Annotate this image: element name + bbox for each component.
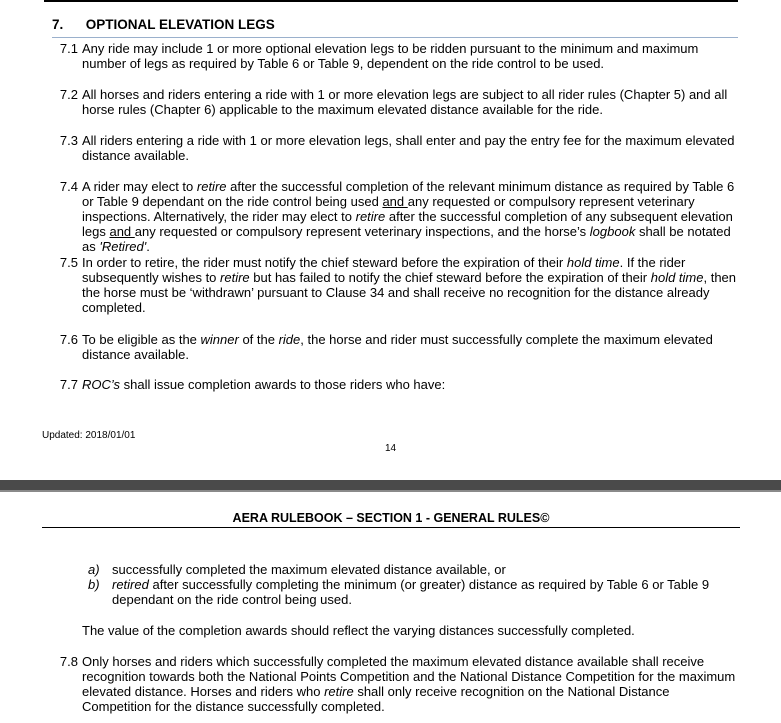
clause-number: 7.7 — [59, 377, 78, 392]
clause-number: 7.2 — [59, 87, 78, 102]
clause-7-7 — [42, 377, 742, 392]
document-page-15 — [0, 492, 781, 723]
section-title: OPTIONAL ELEVATION LEGS — [85, 17, 275, 32]
page-separator — [0, 480, 781, 492]
clause-text: A rider may elect to retire after the successful completion of the relevant minimum distance as required by Table 6 or Table 9 dependant on the ride control being used and any requested or compulsory represent veterinary inspections. Alternatively, the rider may elect to retire after the successful completion of any subsequent elevation legs and any requested or compulsory represent veterinary inspections, and the horse’s logbook shall be notated as 'Retired'. — [82, 179, 735, 254]
list-item-b — [88, 577, 738, 607]
list-label: b) — [88, 577, 100, 592]
clause-7-3 — [42, 133, 742, 163]
clause-7-5 — [42, 255, 742, 315]
top-rule — [44, 0, 738, 2]
clause-text: ROC’s shall issue completion awards to those riders who have: — [82, 377, 446, 392]
list-text: retired after successfully completing the minimum (or greater) distance as required by Table 6 or Table 9 dependant on the ride control being used. — [112, 577, 710, 607]
clause-text: To be eligible as the winner of the ride, the horse and rider must successfully complete the maximum elevated distance available. — [82, 332, 713, 362]
completion-awards-note: The value of the completion awards should reflect the varying distances successfully completed. — [82, 623, 635, 638]
page-number: 14 — [384, 443, 397, 454]
clause-text: Any ride may include 1 or more optional elevation legs to be ridden pursuant to the minimum and maximum number of legs as required by Table 6 or Table 9, dependent on the ride control to be used. — [82, 41, 699, 71]
clause-text: In order to retire, the rider must notify the chief steward before the expiration of their hold time. If the rider subsequently wishes to retire but has failed to notify the chief steward before the expiration of their hold time, then the horse must be ‘withdrawn’ pursuant to Clause 34 and shall receive no recognition for the distance already completed. — [82, 255, 737, 315]
clause-7-1 — [42, 41, 742, 71]
clause-text: All riders entering a ride with 1 or more elevation legs, shall enter and pay the entry fee for the maximum elevated distance available. — [82, 133, 735, 163]
clause-number: 7.3 — [59, 133, 78, 148]
clause-7-4 — [42, 179, 742, 254]
list-text: successfully completed the maximum elevated distance available, or — [112, 562, 506, 577]
list-item-a — [88, 562, 738, 577]
section-heading — [52, 17, 738, 38]
section-number: 7. — [52, 17, 64, 32]
updated-date: Updated: 2018/01/01 — [42, 430, 136, 441]
list-label: a) — [88, 562, 100, 577]
clause-text: Only horses and riders which successfully completed the maximum elevated distance available shall receive recognition towards both the National Points Competition and the National Distance Competition for the maximum elevated distance. Horses and riders who retire shall only receive recognition on the National Distance Competition for the distance successfully completed. — [82, 654, 736, 714]
clause-number: 7.8 — [59, 654, 78, 669]
clause-7-6 — [42, 332, 742, 362]
clause-number: 7.5 — [59, 255, 78, 270]
clause-number: 7.6 — [59, 332, 78, 347]
clause-text: All horses and riders entering a ride with 1 or more elevation legs are subject to all rider rules (Chapter 5) and all horse rules (Chapter 6) applicable to the maximum elevated distance available for the ride. — [82, 87, 728, 117]
clause-7-2 — [42, 87, 742, 117]
clause-number: 7.1 — [59, 41, 78, 56]
clause-number: 7.4 — [59, 179, 78, 194]
clause-7-8 — [42, 654, 742, 714]
running-header: AERA RULEBOOK – SECTION 1 - GENERAL RULES© — [42, 511, 740, 528]
